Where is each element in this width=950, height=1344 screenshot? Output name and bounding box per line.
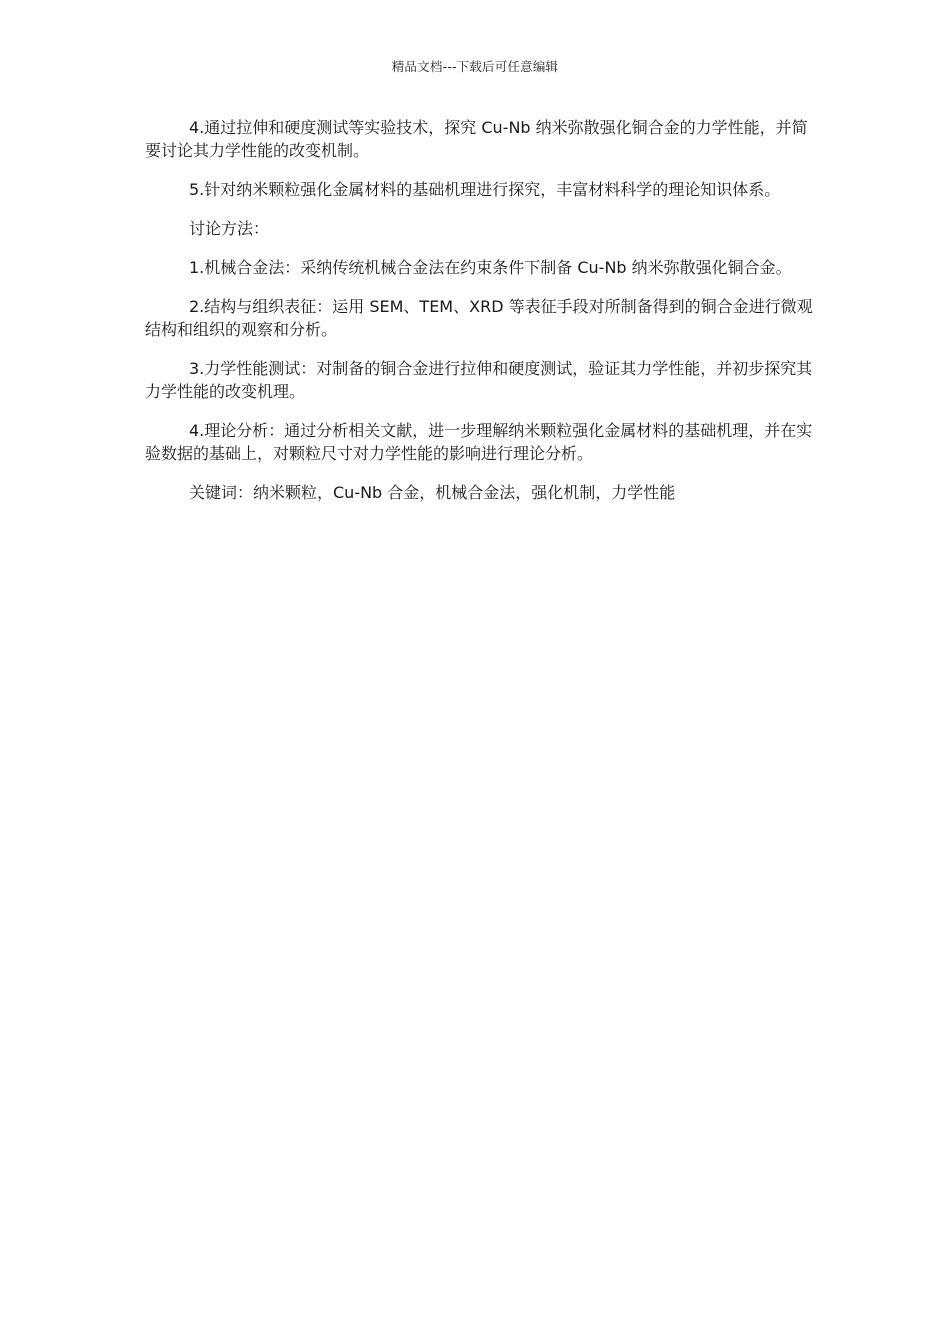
- page-header: 精品文档---下载后可任意编辑: [391, 59, 559, 74]
- method-3-paragraph: 3.力学性能测试：对制备的铜合金进行拉伸和硬度测试，验证其力学性能，并初步探究其力学性能的改变机理。: [145, 359, 813, 401]
- keywords-paragraph: 关键词：纳米颗粒，Cu-Nb 合金，机械合金法，强化机制，力学性能: [189, 483, 676, 502]
- method-2-paragraph: 2.结构与组织表征：运用 SEM、TEM、XRD 等表征手段对所制备得到的铜合金进行微观结构和组织的观察和分析。: [145, 297, 813, 339]
- objective-5-paragraph: 5.针对纳米颗粒强化金属材料的基础机理进行探究，丰富材料科学的理论知识体系。: [189, 180, 781, 199]
- objective-4-paragraph: 4.通过拉伸和硬度测试等实验技术，探究 Cu-Nb 纳米弥散强化铜合金的力学性能，并简要讨论其力学性能的改变机制。: [145, 118, 808, 160]
- document-body: [145, 116, 813, 520]
- methods-heading: 讨论方法：: [189, 219, 270, 238]
- method-4-paragraph: 4.理论分析：通过分析相关文献，进一步理解纳米颗粒强化金属材料的基础机理，并在实验数据的基础上，对颗粒尺寸对力学性能的影响进行理论分析。: [145, 421, 813, 463]
- method-1-paragraph: 1.机械合金法：采纳传统机械合金法在约束条件下制备 Cu-Nb 纳米弥散强化铜合金。: [189, 258, 792, 277]
